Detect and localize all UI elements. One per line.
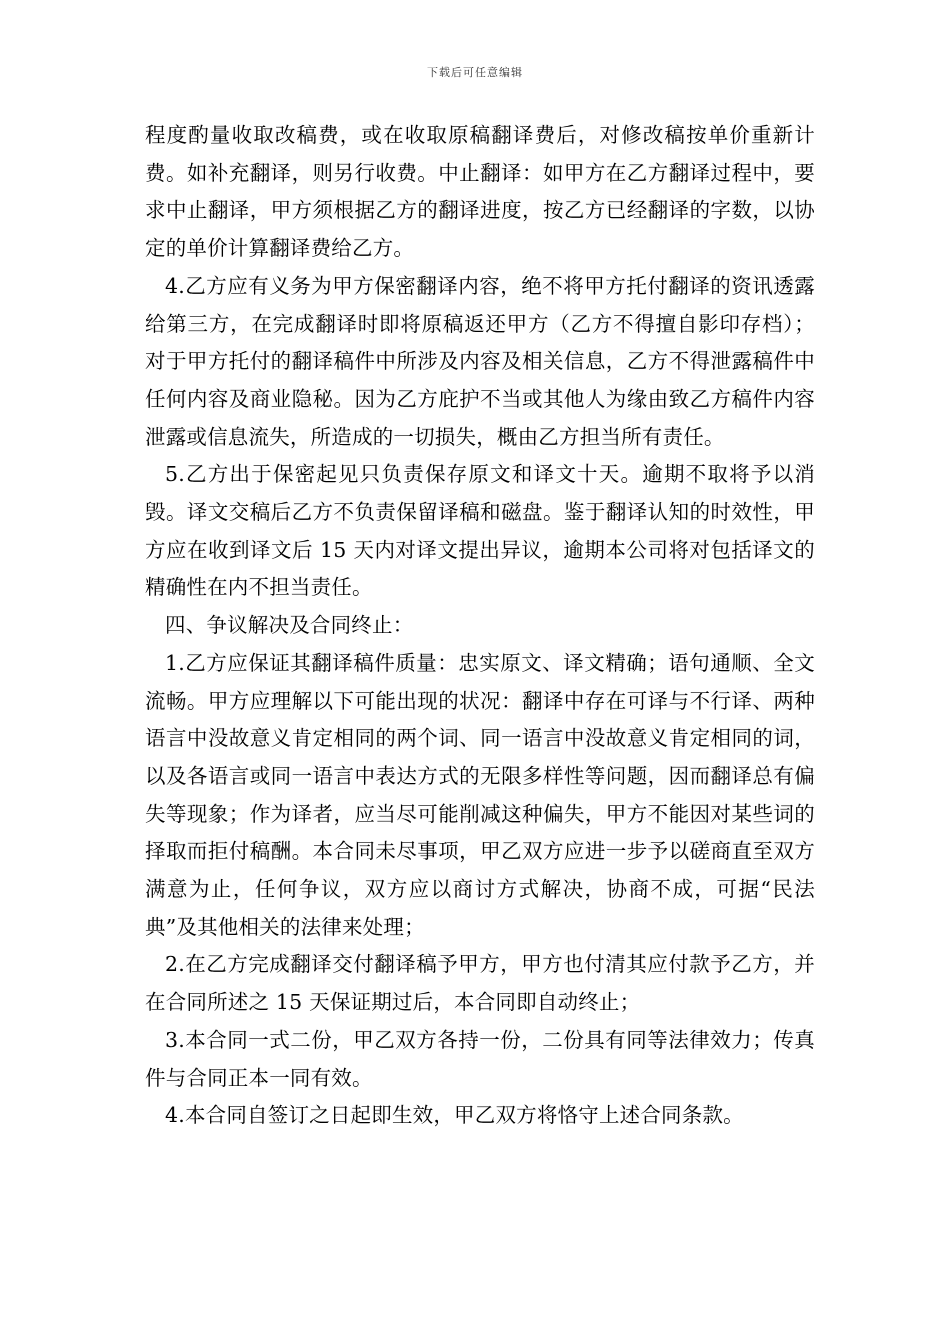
- header-note: 下载后可任意编辑: [427, 66, 523, 79]
- document-body: [145, 117, 815, 1135]
- section-heading: 四、争议解决及合同终止：: [165, 613, 414, 638]
- paragraph-2: 4.乙方应有义务为甲方保密翻译内容，绝不将甲方托付翻译的资讯透露给第三方，在完成翻译时即将原稿返还甲方（乙方不得擅自影印存档）；对于甲方托付的翻译稿件中所涉及内容及相关信息，乙方不得泄露稿件中任何内容及商业隐秘。因为乙方庇护不当或其他人为缘由致乙方稿件内容泄露或信息流失，所造成的一切损失，概由乙方担当所有责任。: [145, 273, 815, 449]
- paragraph-6: 2.在乙方完成翻译交付翻译稿予甲方，甲方也付清其应付款予乙方，并在合同所述之 15 天保证期过后，本合同即自动终止；: [145, 952, 815, 1015]
- paragraph-3: 5.乙方出于保密起见只负责保存原文和译文十天。逾期不取将予以消毁。译文交稿后乙方不负责保留译稿和磁盘。鉴于翻译认知的时效性，甲方应在收到译文后 15 天内对译文提出异议，逾期本公司将对包括译文的精确性在内不担当责任。: [145, 462, 815, 600]
- paragraph-1: 程度酌量收取改稿费，或在收取原稿翻译费后，对修改稿按单价重新计费。如补充翻译，则另行收费。中止翻译：如甲方在乙方翻译过程中，要求中止翻译，甲方须根据乙方的翻译进度，按乙方已经翻译的字数，以协定的单价计算翻译费给乙方。: [145, 123, 815, 261]
- paragraph-5: 1.乙方应保证其翻译稿件质量：忠实原文、译文精确；语句通顺、全文流畅。甲方应理解以下可能出现的状况：翻译中存在可译与不行译、两种语言中没故意义肯定相同的两个词、同一语言中没故意义肯定相同的词，以及各语言或同一语言中表达方式的无限多样性等问题，因而翻译总有偏失等现象；作为译者，应当尽可能削减这种偏失，甲方不能因对某些词的择取而拒付稿酬。本合同未尽事项，甲乙双方应进一步予以磋商直至双方满意为止，任何争议，双方应以商讨方式解决，协商不成，可据“民法典”及其他相关的法律来处理；: [145, 650, 815, 939]
- paragraph-7: 3.本合同一式二份，甲乙双方各持一份，二份具有同等法律效力；传真件与合同正本一同有效。: [145, 1027, 815, 1090]
- paragraph-8: 4.本合同自签订之日起即生效，甲乙双方将恪守上述合同条款。: [165, 1103, 744, 1128]
